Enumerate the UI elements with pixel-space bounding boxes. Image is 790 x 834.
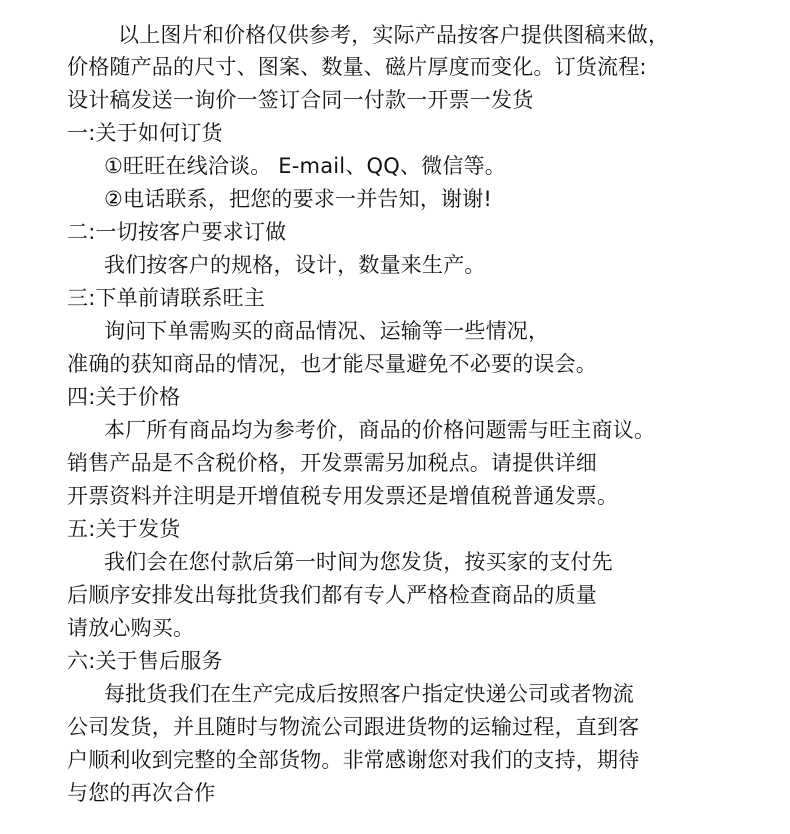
section-5-line-2: 后顺序安排发出每批货我们都有专人严格检查商品的质量 [67, 583, 597, 607]
section-4-line-3: 开票资料并注明是开增值税专用发票还是增值税普通发票。 [67, 484, 619, 508]
section-6-line-3: 户顺利收到完整的全部货物。非常感谢您对我们的支持，期待 [67, 748, 640, 772]
section-4-heading: 四:关于价格 [67, 385, 181, 409]
section-3-line-1: 询问下单需购买的商品情况、运输等一些情况， [104, 319, 550, 343]
section-3-line-2: 准确的获知商品的情况，也才能尽量避免不必要的误会。 [67, 352, 597, 376]
section-3-heading: 三:下单前请联系旺主 [67, 286, 266, 310]
section-1-line-2: ②电话联系，把您的要求一并告知，谢谢! [104, 187, 493, 211]
section-2-heading: 二:一切按客户要求订做 [67, 220, 287, 244]
section-4-line-2: 销售产品是不含税价格，开发票需另加税点。请提供详细 [67, 451, 597, 475]
section-6-line-2: 公司发货，并且随时与物流公司跟进货物的运输过程，直到客 [67, 715, 640, 739]
section-1-line-1: ①旺旺在线洽谈。 E-mail、QQ、微信等。 [104, 154, 506, 178]
section-1-heading: 一:关于如何订货 [67, 121, 223, 145]
section-2-line-1: 我们按客户的规格，设计，数量来生产。 [104, 253, 486, 277]
section-6-line-1: 每批货我们在生产完成后按照客户指定快递公司或者物流 [104, 682, 634, 706]
section-4-line-1: 本厂所有商品均为参考价，商品的价格问题需与旺主商议。 [104, 418, 656, 442]
section-5-line-1: 我们会在您付款后第一时间为您发货，按买家的支付先 [104, 550, 613, 574]
section-6-heading: 六:关于售后服务 [67, 649, 223, 673]
intro-line-3: 设计稿发送一询价一签订合同一付款一开票一发货 [67, 88, 534, 112]
section-5-heading: 五:关于发货 [67, 517, 181, 541]
section-6-line-4: 与您的再次合作 [67, 781, 216, 805]
section-5-line-3: 请放心购买。 [67, 616, 195, 640]
intro-line-2: 价格随产品的尺寸、图案、数量、磁片厚度而变化。订货流程: [67, 55, 647, 79]
intro-line-1: 以上图片和价格仅供参考，实际产品按客户提供图稿来做， [118, 23, 670, 47]
